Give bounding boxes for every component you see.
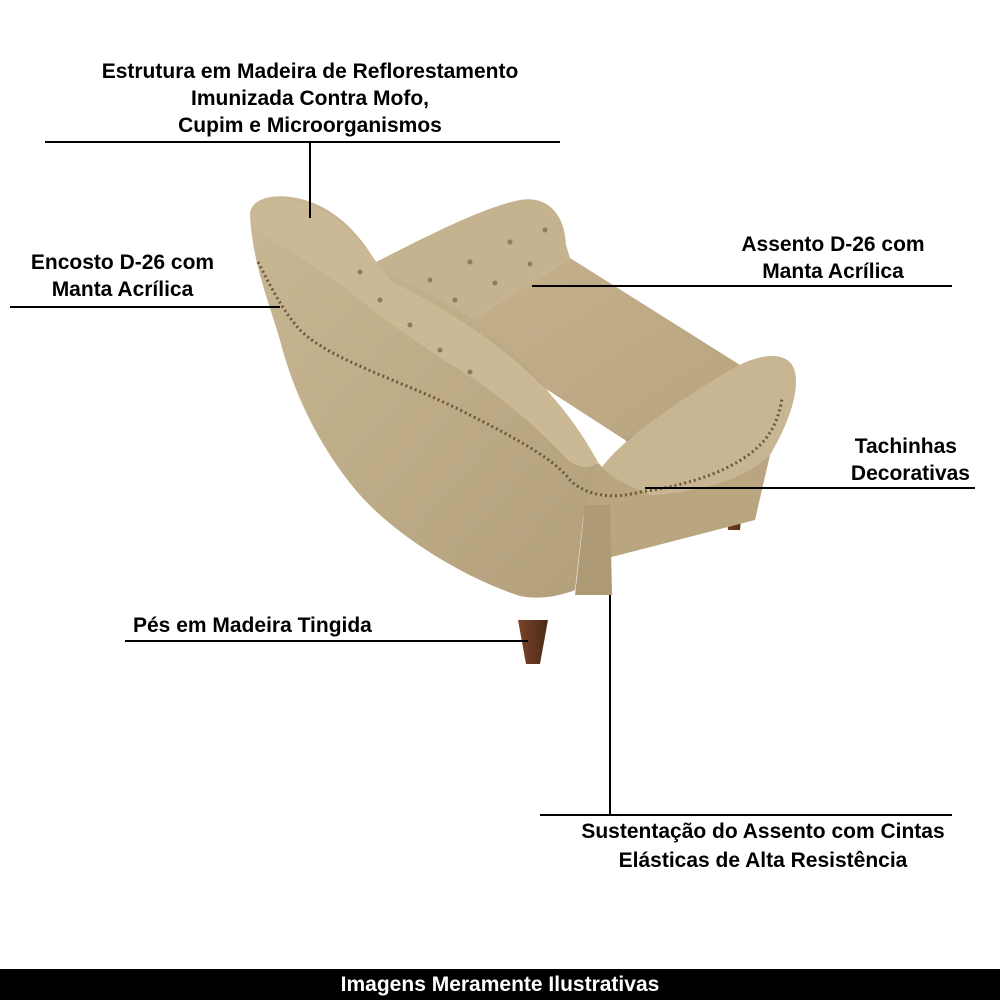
label-sustentacao-line-1: Sustentação do Assento com Cintas <box>581 820 945 843</box>
label-estrutura <box>45 58 575 139</box>
label-encosto-line-1: Encosto D-26 com <box>30 251 215 274</box>
label-assento-line-2: Manta Acrílica <box>762 260 904 283</box>
label-tachinhas-line-1: Tachinhas <box>854 435 957 458</box>
label-assento-line-1: Assento D-26 com <box>741 233 925 256</box>
label-encosto <box>10 249 235 303</box>
label-encosto-line-2: Manta Acrílica <box>51 278 194 301</box>
label-sustentacao-line-2: Elásticas de Alta Resistência <box>618 849 908 872</box>
callout-line-sustentacao <box>540 595 952 815</box>
footer-disclaimer-text: Imagens Meramente Ilustrativas <box>340 973 660 996</box>
label-estrutura-line-1: Estrutura em Madeira de Reflorestamento <box>101 60 519 83</box>
footer-disclaimer <box>0 969 1000 1000</box>
label-tachinhas <box>780 433 970 487</box>
label-pes-line-1: Pés em Madeira Tingida <box>133 614 372 637</box>
label-estrutura-line-2: Imunizada Contra Mofo, <box>191 87 429 110</box>
label-assento <box>714 231 952 285</box>
label-sustentacao <box>540 817 986 875</box>
label-pes <box>133 612 372 639</box>
label-tachinhas-line-2: Decorativas <box>850 462 970 485</box>
label-estrutura-line-3: Cupim e Microorganismos <box>178 114 442 137</box>
